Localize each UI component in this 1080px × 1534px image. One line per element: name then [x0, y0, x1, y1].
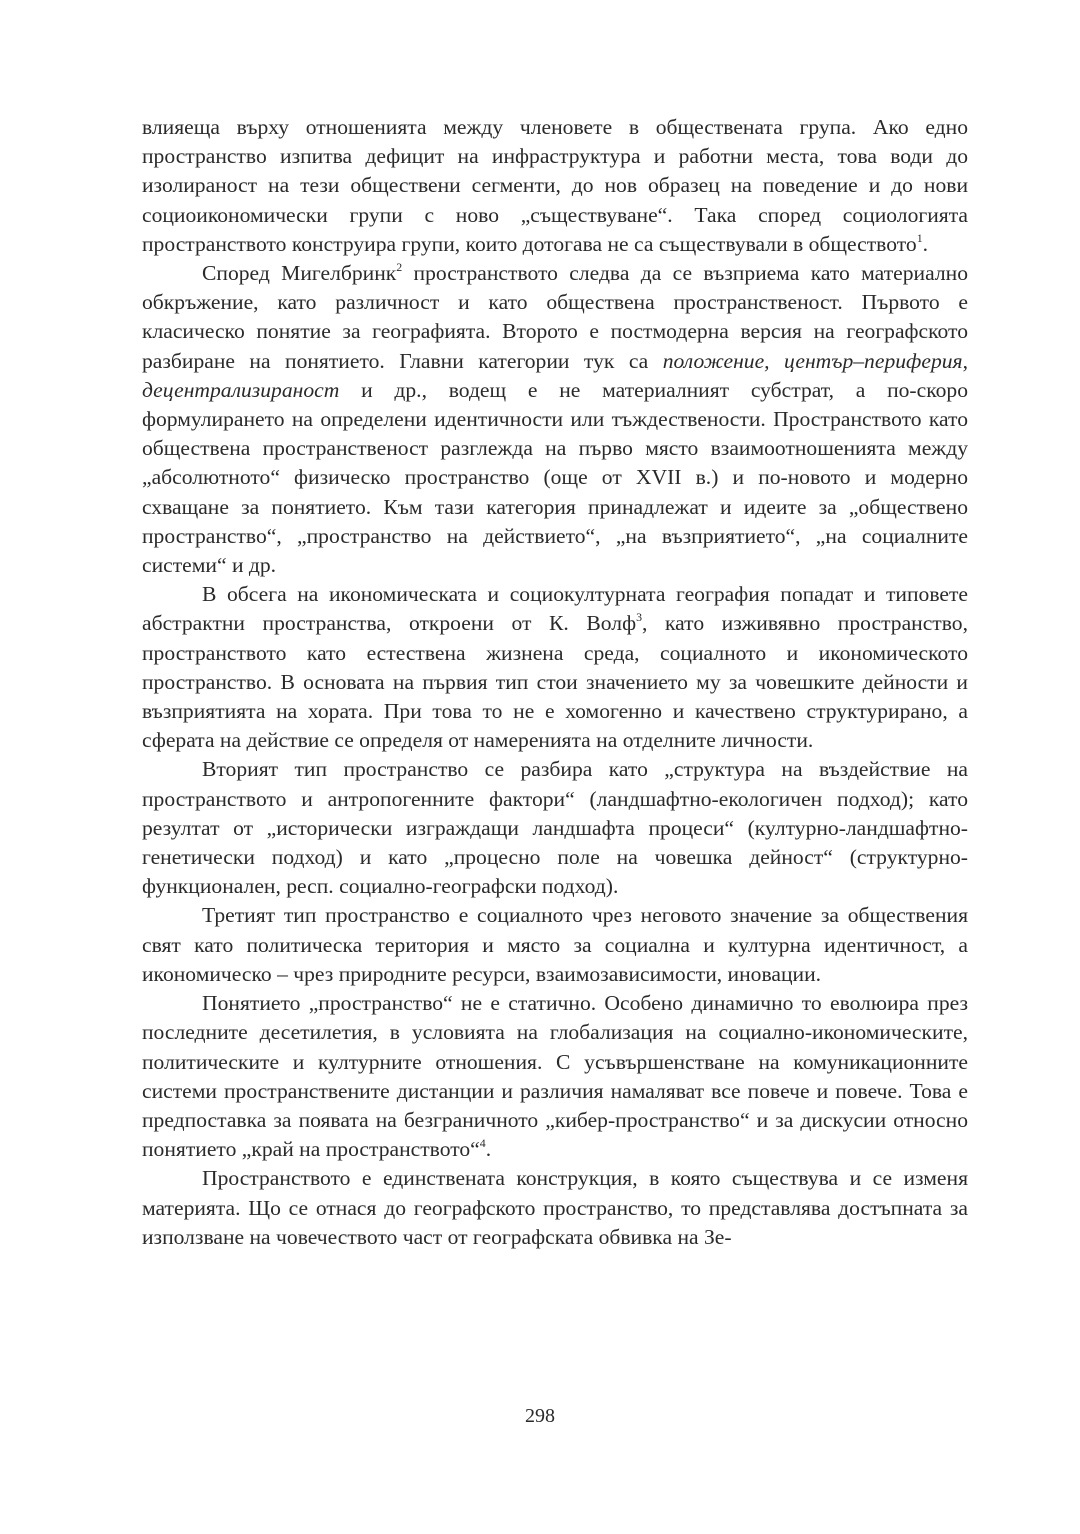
paragraph [142, 901, 968, 989]
text-run: . [922, 231, 929, 256]
text-run: Третият тип пространство е социалното чрез неговото значение за обществения свят като политическа територия и място за социална и културна идентичност, а икономическо – чрез природните ресурси, взаимозависимости, иновации. [142, 903, 968, 986]
text-run: влияеща върху отношенията между членовете в обществената група. Ако едно пространство изпитва дефицит на инфраструктура и работни места, това води до изолираност на тези обществени сегменти, до нов образец на поведение и до нови социоикономически групи с ново „съществуване“. Така според социологията пространството конструира групи, които дотогава не са съществували в обществото [142, 115, 968, 256]
footnote-marker: 1 [916, 230, 923, 245]
paragraph [142, 755, 968, 901]
footnote-marker: 3 [636, 610, 643, 625]
italic-term: децентрализираност [142, 377, 340, 402]
paragraph [142, 989, 968, 1164]
paragraph [142, 113, 968, 259]
italic-term: положение, център–периферия [662, 348, 963, 373]
text-run: Понятието „пространство“ не е статично. Особено динамично то еволюира през последните десетилетия, в условията на глобализация на социално-икономическите, политическите и културните отношения. С усъвършенстване на комуникационните системи пространствените дистанции и различия намаляват все повече и повече. Това е предпоставка за появата на безграничното „кибер-пространство“ и за дискусии относно понятието „край на пространството“ [142, 991, 968, 1162]
paragraph [142, 1164, 968, 1252]
text-run: Вторият тип пространство се разбира като „структура на въздействие на пространството и антропогенните фактори“ (ландшафтно-екологичен подход); като резултат от „исторически изграждащи ландшафта процеси“ (културно-ландшафтно-генетически подход) и като „процесно поле на човешка дейност“ (структурно-функционален, респ. социално-географски подход). [142, 757, 968, 899]
text-run: В обсега на икономическата и социокултурната география попадат и типовете абстрактни пространства, откроени от К. Волф [142, 582, 968, 636]
body-text [142, 113, 968, 1252]
paragraph [142, 259, 968, 580]
text-run: , като изживявно пространство, пространството като естествена жизнена среда, социалното и икономическото пространство. В основата на първия тип стои значението му за човешките дейности и възприятията на хората. При това то не е хомогенно и качествено структурирано, а сферата на действие се определя от намеренията на отделните личности. [142, 611, 968, 753]
text-run: Пространството е единствената конструкция, в която съществува и се изменя материята. Що се отнася до географското пространство, то представлява достъпната за използване на човечеството част от географската обвивка на Зе- [142, 1166, 968, 1249]
footnote-marker: 2 [396, 260, 403, 275]
paragraph [142, 580, 968, 755]
page-number: 298 [525, 1405, 555, 1427]
text-run: Според Мигелбринк [202, 261, 397, 286]
text-run: . [485, 1137, 492, 1162]
footnote-marker: 4 [479, 1136, 486, 1151]
text-run: , [962, 348, 968, 373]
text-run: пространството следва да се възприема като материално обкръжение, като различност и като обществена пространственост. Първото е класическо понятие за географията. Второто е постмодерна версия на географското разбиране на понятието. Главни категории тук са [142, 261, 968, 373]
text-run: и др., водещ е не материалният субстрат, а по-скоро формулирането на определени идентичности или тъждествености. Пространството като обществена пространственост разглежда на първо място взаимоотношенията между „абсолютното“ физическо пространство (още от XVII в.) и по-новото и модерно схващане за понятието. Към тази категория принадлежат и идеите за „обществено пространство“, „пространство на действието“, „на възприятието“, „на социалните системи“ и др. [142, 377, 968, 578]
